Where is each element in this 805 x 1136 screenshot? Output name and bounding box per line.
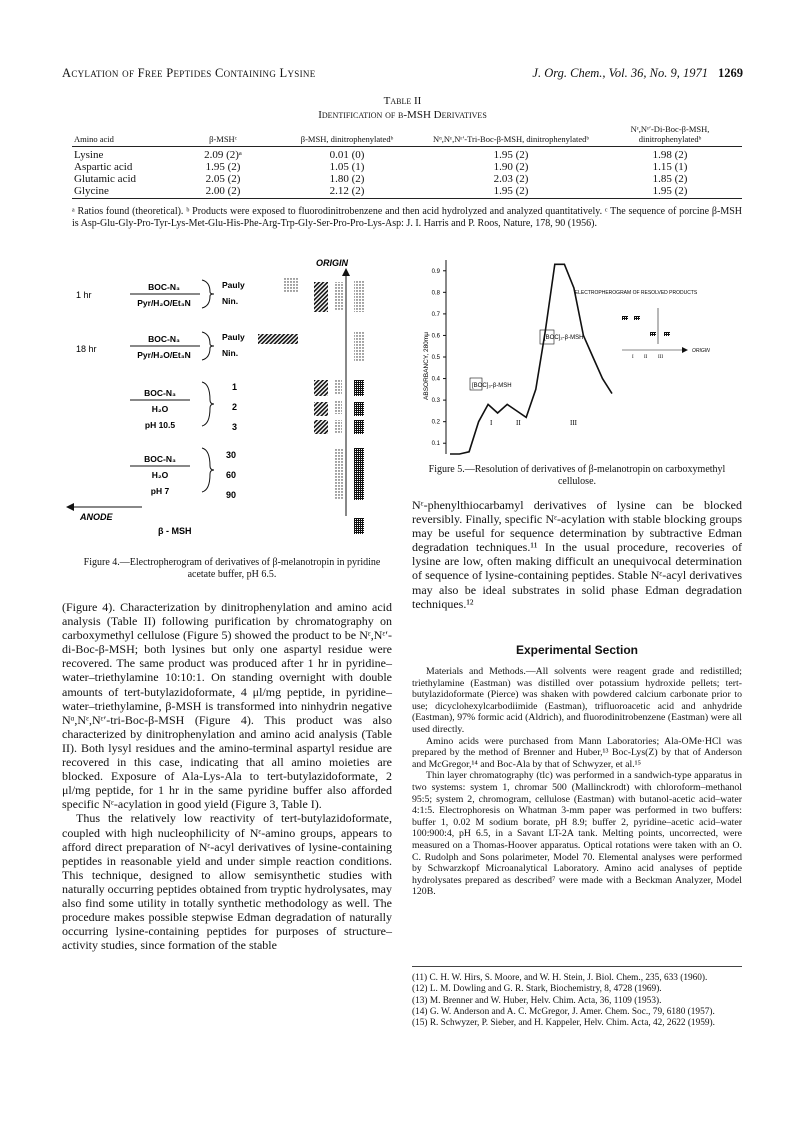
table-row	[72, 185, 742, 199]
cell: Glycine	[72, 185, 176, 199]
cell: 1.80 (2)	[329, 173, 365, 185]
time-label-18hr: 18 hr	[76, 344, 97, 354]
spot	[314, 420, 328, 434]
paragraph: Nᵋ-phenylthiocarbamyl derivatives of lysine can be blocked reversibly. Finally, specific Nᵋ-acylation with stable blocking groups may be useful for sequence determination by subtractive Edman degradation techniques.¹¹ In the usual procedure, recoveries of lysine are low, often making difficult an unequivocal determination of sequence of lysine-containing peptides. Stable Nᵋ-acyl derivatives may also be ideal substrates in solid phase Edman degradation techniques.¹²	[412, 498, 742, 611]
set2-label: 60	[226, 470, 237, 480]
spot	[334, 400, 342, 414]
origin-arrow	[342, 268, 350, 276]
cell: 0.01 (0)	[329, 149, 365, 161]
reagent-label: BOC-N₃	[148, 334, 180, 344]
spot	[284, 278, 298, 292]
anode-label: ANODE	[80, 512, 113, 522]
cell: 1.05 (1)	[329, 161, 365, 173]
anode-arrowhead	[66, 503, 74, 511]
cell: 1.85 (2)	[652, 173, 688, 185]
cell: Lysine	[74, 149, 104, 161]
cell: 1.15 (1)	[652, 161, 688, 173]
col-header: Nᵅ,Nᵋ,Nᵋ′-Tri-Boc-β-MSH, dinitrophenylatedᵇ	[424, 124, 598, 147]
col-header: β-MSH, dinitrophenylatedᵇ	[270, 124, 424, 147]
time-label-1hr: 1 hr	[76, 290, 92, 300]
cell: 2.03 (2)	[493, 173, 529, 185]
peak-label-tri-boc: [BOC]₃-β-MSH	[472, 383, 512, 389]
journal-citation	[532, 66, 743, 81]
solvent-label: Pyr/H₂O/Et₃N	[137, 350, 191, 360]
experimental-text	[412, 666, 742, 898]
paragraph: Thus the relatively low reactivity of tert-butylazidoformate, coupled with high nucleophilicity of Nᵋ-amino groups, appears to afford direct preparation of Nᵋ-acyl derivatives of lysine-containing peptides in reasonable yield and under simple reaction conditions. This technique, designed to allow semisynthetic studies with naturally occurring peptides obtained from tryptic hydrolysates, may also find some utility in totally synthetic methodology as well. The procedure makes possible stepwise Edman degradation of naturally occurring lysine-containing peptides for purposes of structure–activity studies, since formation of the stable	[62, 811, 392, 953]
running-title: Acylation of Free Peptides Containing Lysine	[62, 66, 316, 80]
figure-4-electropherogram	[62, 254, 402, 556]
spot	[354, 448, 364, 500]
msh-label: β - MSH	[158, 526, 192, 536]
set1-label: 3	[232, 422, 238, 432]
reference: (12) L. M. Dowling and G. R. Stark, Biochemistry, 8, 4728 (1969).	[412, 984, 662, 995]
y-tick-label: 0.3	[431, 398, 440, 405]
reagent-label: BOC-N₃	[144, 388, 176, 398]
cell: 1.95 (2)	[424, 185, 598, 199]
reference: (11) C. H. W. Hirs, S. Moore, and W. H. Stein, J. Biol. Chem., 235, 633 (1960).	[412, 973, 708, 983]
origin-label: ORIGIN	[315, 258, 349, 268]
y-tick-label: 0.7	[431, 311, 440, 318]
pauly-label: Pauly	[222, 280, 245, 290]
table-label: Table II	[383, 95, 422, 107]
inset-roman: III	[658, 355, 663, 360]
set2-label: 90	[226, 490, 237, 500]
cell: 2.05 (2)	[205, 173, 241, 185]
inset-origin: ORIGIN	[692, 348, 710, 354]
table-row	[72, 147, 742, 162]
y-axis-label: ABSORBANCY, 280mμ	[423, 332, 430, 400]
y-tick-label: 0.1	[431, 441, 440, 448]
table-row	[72, 173, 742, 185]
peak-label-di-boc: [BOC]₂-β-MSH	[544, 335, 584, 341]
paragraph: (Figure 4). Characterization by dinitrophenylation and amino acid analysis (Table II) following purification by chromatography on carboxymethyl cellulose (Figure 5) showed the product to be Nᵋ,Nᵋ′-di-Boc-β-MSH; both lysines but only one aspartyl residue were recovered. The same product was produced after 1 hr in pyridine–water–triethylamine 10:10:1. On standing overnight with double amounts of tert-butylazidoformate, 4 μl/mg peptide, in pyridine–water–triethylamine, β-MSH is transformed into ninhydrin negative Nᵅ,Nᵋ,Nᵋ′-tri-Boc-β-MSH (Figure 4). This product was also characterized by dinitrophenylation and amino acid analysis (Table II). Both lysyl residues and the amino-terminal aspartyl residue are recovered in this case, indicating that all amino moieties are blocked. Exposure of Ala-Lys-Ala to tert-butylazidoformate, 2 μl/mg peptide, for 1 hr in the same pyridine buffer also afforded specific Nᵋ-acylation in good yield (Figure 3, Table I).	[62, 600, 392, 812]
table-header-row	[72, 124, 742, 147]
spot	[314, 282, 328, 312]
pauly-label: Pauly	[222, 332, 245, 342]
right-column-intro	[412, 498, 742, 611]
spot	[334, 380, 342, 394]
inset-roman: II	[644, 355, 648, 360]
y-tick-label: 0.4	[431, 376, 440, 383]
cell: 1.95 (2)	[493, 149, 529, 161]
set1-label: 2	[232, 402, 238, 412]
figure-5-caption: Figure 5.—Resolution of derivatives of β-melanotropin on carboxymethyl cellulose.	[428, 464, 726, 487]
cell: 2.09 (2)ᵃ	[204, 149, 242, 161]
set2-label: 30	[226, 450, 237, 460]
journal-name: J. Org. Chem., Vol. 36, No. 9, 1971	[532, 66, 708, 80]
water-label: H₂O	[151, 470, 169, 480]
y-tick-label: 0.6	[431, 333, 440, 340]
y-tick-label: 0.2	[431, 419, 440, 426]
reference: (15) R. Schwyzer, P. Sieber, and H. Kappeler, Helv. Chim. Acta, 42, 2622 (1959).	[412, 1018, 715, 1029]
roman-III: III	[570, 419, 577, 427]
page-number: 1269	[718, 66, 743, 80]
spot	[314, 402, 328, 416]
table-row	[72, 161, 742, 173]
reagent-label: BOC-N₃	[148, 282, 180, 292]
water-label: H₂O	[151, 404, 169, 414]
spot	[334, 420, 342, 434]
col-header: β-MSHᶜ	[176, 124, 270, 147]
solvent-label: Pyr/H₂O/Et₃N	[137, 298, 191, 308]
spot	[334, 448, 344, 500]
spot	[354, 518, 364, 534]
running-header	[62, 66, 743, 84]
spot	[354, 402, 364, 416]
y-tick-label: 0.5	[431, 355, 440, 361]
spot	[335, 282, 343, 310]
roman-I: I	[490, 419, 493, 427]
left-column	[62, 600, 392, 952]
spot	[354, 280, 364, 312]
paragraph: Amino acids were purchased from Mann Laboratories; Ala-OMe·HCl was prepared by the method of Brenner and Huber,¹³ Boc-Lys(Z) by that of Anderson and McGregor,¹⁴ and Boc-Ala by that of Schwyzer, et al.¹⁵	[412, 735, 742, 770]
table-footnote: ᵃ Ratios found (theoretical). ᵇ Products were exposed to fluorodinitrobenzene and then acid hydrolyzed and analyzed quantitatively. ᶜ The sequence of porcine β-MSH is Asp-Glu-Gly-Pro-Tyr-Lys-Met-Glu-His-Phe-Arg-Trp-Gly-Ser-Pro-Pro-Lys-Asp: J. I. Harris and P. Roos, Nature, 178, 90 (1956).	[72, 206, 742, 229]
inset-roman: I	[632, 355, 634, 360]
cell: Aspartic acid	[74, 161, 133, 173]
spot	[354, 420, 364, 434]
cell: 1.95 (2)	[598, 185, 742, 199]
ph-label: pH 7	[150, 486, 170, 496]
y-tick-label: 0.8	[431, 290, 440, 297]
spot	[354, 332, 364, 362]
reference: (14) G. W. Anderson and A. C. McGregor, J. Amer. Chem. Soc., 79, 6180 (1957).	[412, 1006, 715, 1017]
cell: Glutamic acid	[74, 173, 137, 185]
reference: (13) M. Brenner and W. Huber, Helv. Chim. Acta, 36, 1109 (1953).	[412, 995, 662, 1006]
cell: 1.95 (2)	[205, 161, 241, 173]
nin-label: Nin.	[222, 296, 239, 306]
set1-label: 1	[232, 382, 238, 392]
references	[412, 966, 742, 1029]
nin-label: Nin.	[222, 348, 239, 358]
col-header: Nᵋ,Nᵋ′-Di-Boc-β-MSH, dinitrophenylatedᵇ	[598, 124, 742, 147]
reagent-label: BOC-N₃	[144, 454, 176, 464]
data-table	[72, 124, 742, 199]
cell: 1.90 (2)	[493, 161, 529, 173]
spot	[258, 334, 298, 344]
inset-title: ELECTROPHEROGRAM OF RESOLVED PRODUCTS	[574, 290, 698, 296]
y-tick-label: 0.9	[431, 268, 440, 275]
ph-label: pH 10.5	[144, 420, 176, 430]
table-title: Identification of β-MSH Derivatives	[318, 109, 487, 121]
cell: 2.12 (2)	[270, 185, 424, 199]
paragraph: Thin layer chromatography (tlc) was performed in a sandwich-type apparatus in two systems: system 1, chromar 500 (Mallinckrodt) with chloroform–methanol 95:5; system 2, chromogram, cellulose (Eastman) with butanol-acetic acid–water 4:1:5. Electrophoresis on Whatman 3-mm paper was performed in two buffers: buffer 1, 0.02 M sodium borate, pH 8.9; buffer 2, pyridine–acetic acid–water 100:900:4, pH 6.5, in a Savant LT-2A tank. Melting points, uncorrected, were measured on a Thomas-Hoover apparatus. Optical rotations were taken with an O. C. Rudolph and Sons polarimeter, Model 70. Elemental analyses were performed by Schwarzkopf Microanalytical Laboratory. Amino acid analyses of peptide hydrolysates prepared as described⁷ were made with a Beckman Analyzer, Model 120B.	[412, 770, 742, 898]
paragraph: Materials and Methods.—All solvents were reagent grade and redistilled; triethylamine (Eastman) was distilled over potassium hydroxide pellets; tert-butylazidoformate (Pierce) was shaken with powdered calcium carbonate prior to use; dicyclohexylcarbodiimide (Eastman), trifluoroacetic acid and anhydride (Eastman), 97% formic acid (Aldrich), and fluorodinitrobenzene (Eastman) were all used directly.	[412, 666, 742, 735]
figure-4-caption: Figure 4.—Electropherogram of derivatives of β-melanotropin in pyridine acetate buffer, pH 6.5.	[83, 557, 381, 580]
section-title: Experimental Section	[515, 643, 639, 657]
spot	[354, 380, 364, 396]
spot	[314, 380, 328, 396]
cell: 1.98 (2)	[652, 149, 688, 161]
roman-II: II	[516, 419, 521, 427]
cell: 2.00 (2)	[176, 185, 270, 199]
col-header: Amino acid	[72, 124, 176, 147]
figure-5-chromatogram	[412, 254, 742, 460]
